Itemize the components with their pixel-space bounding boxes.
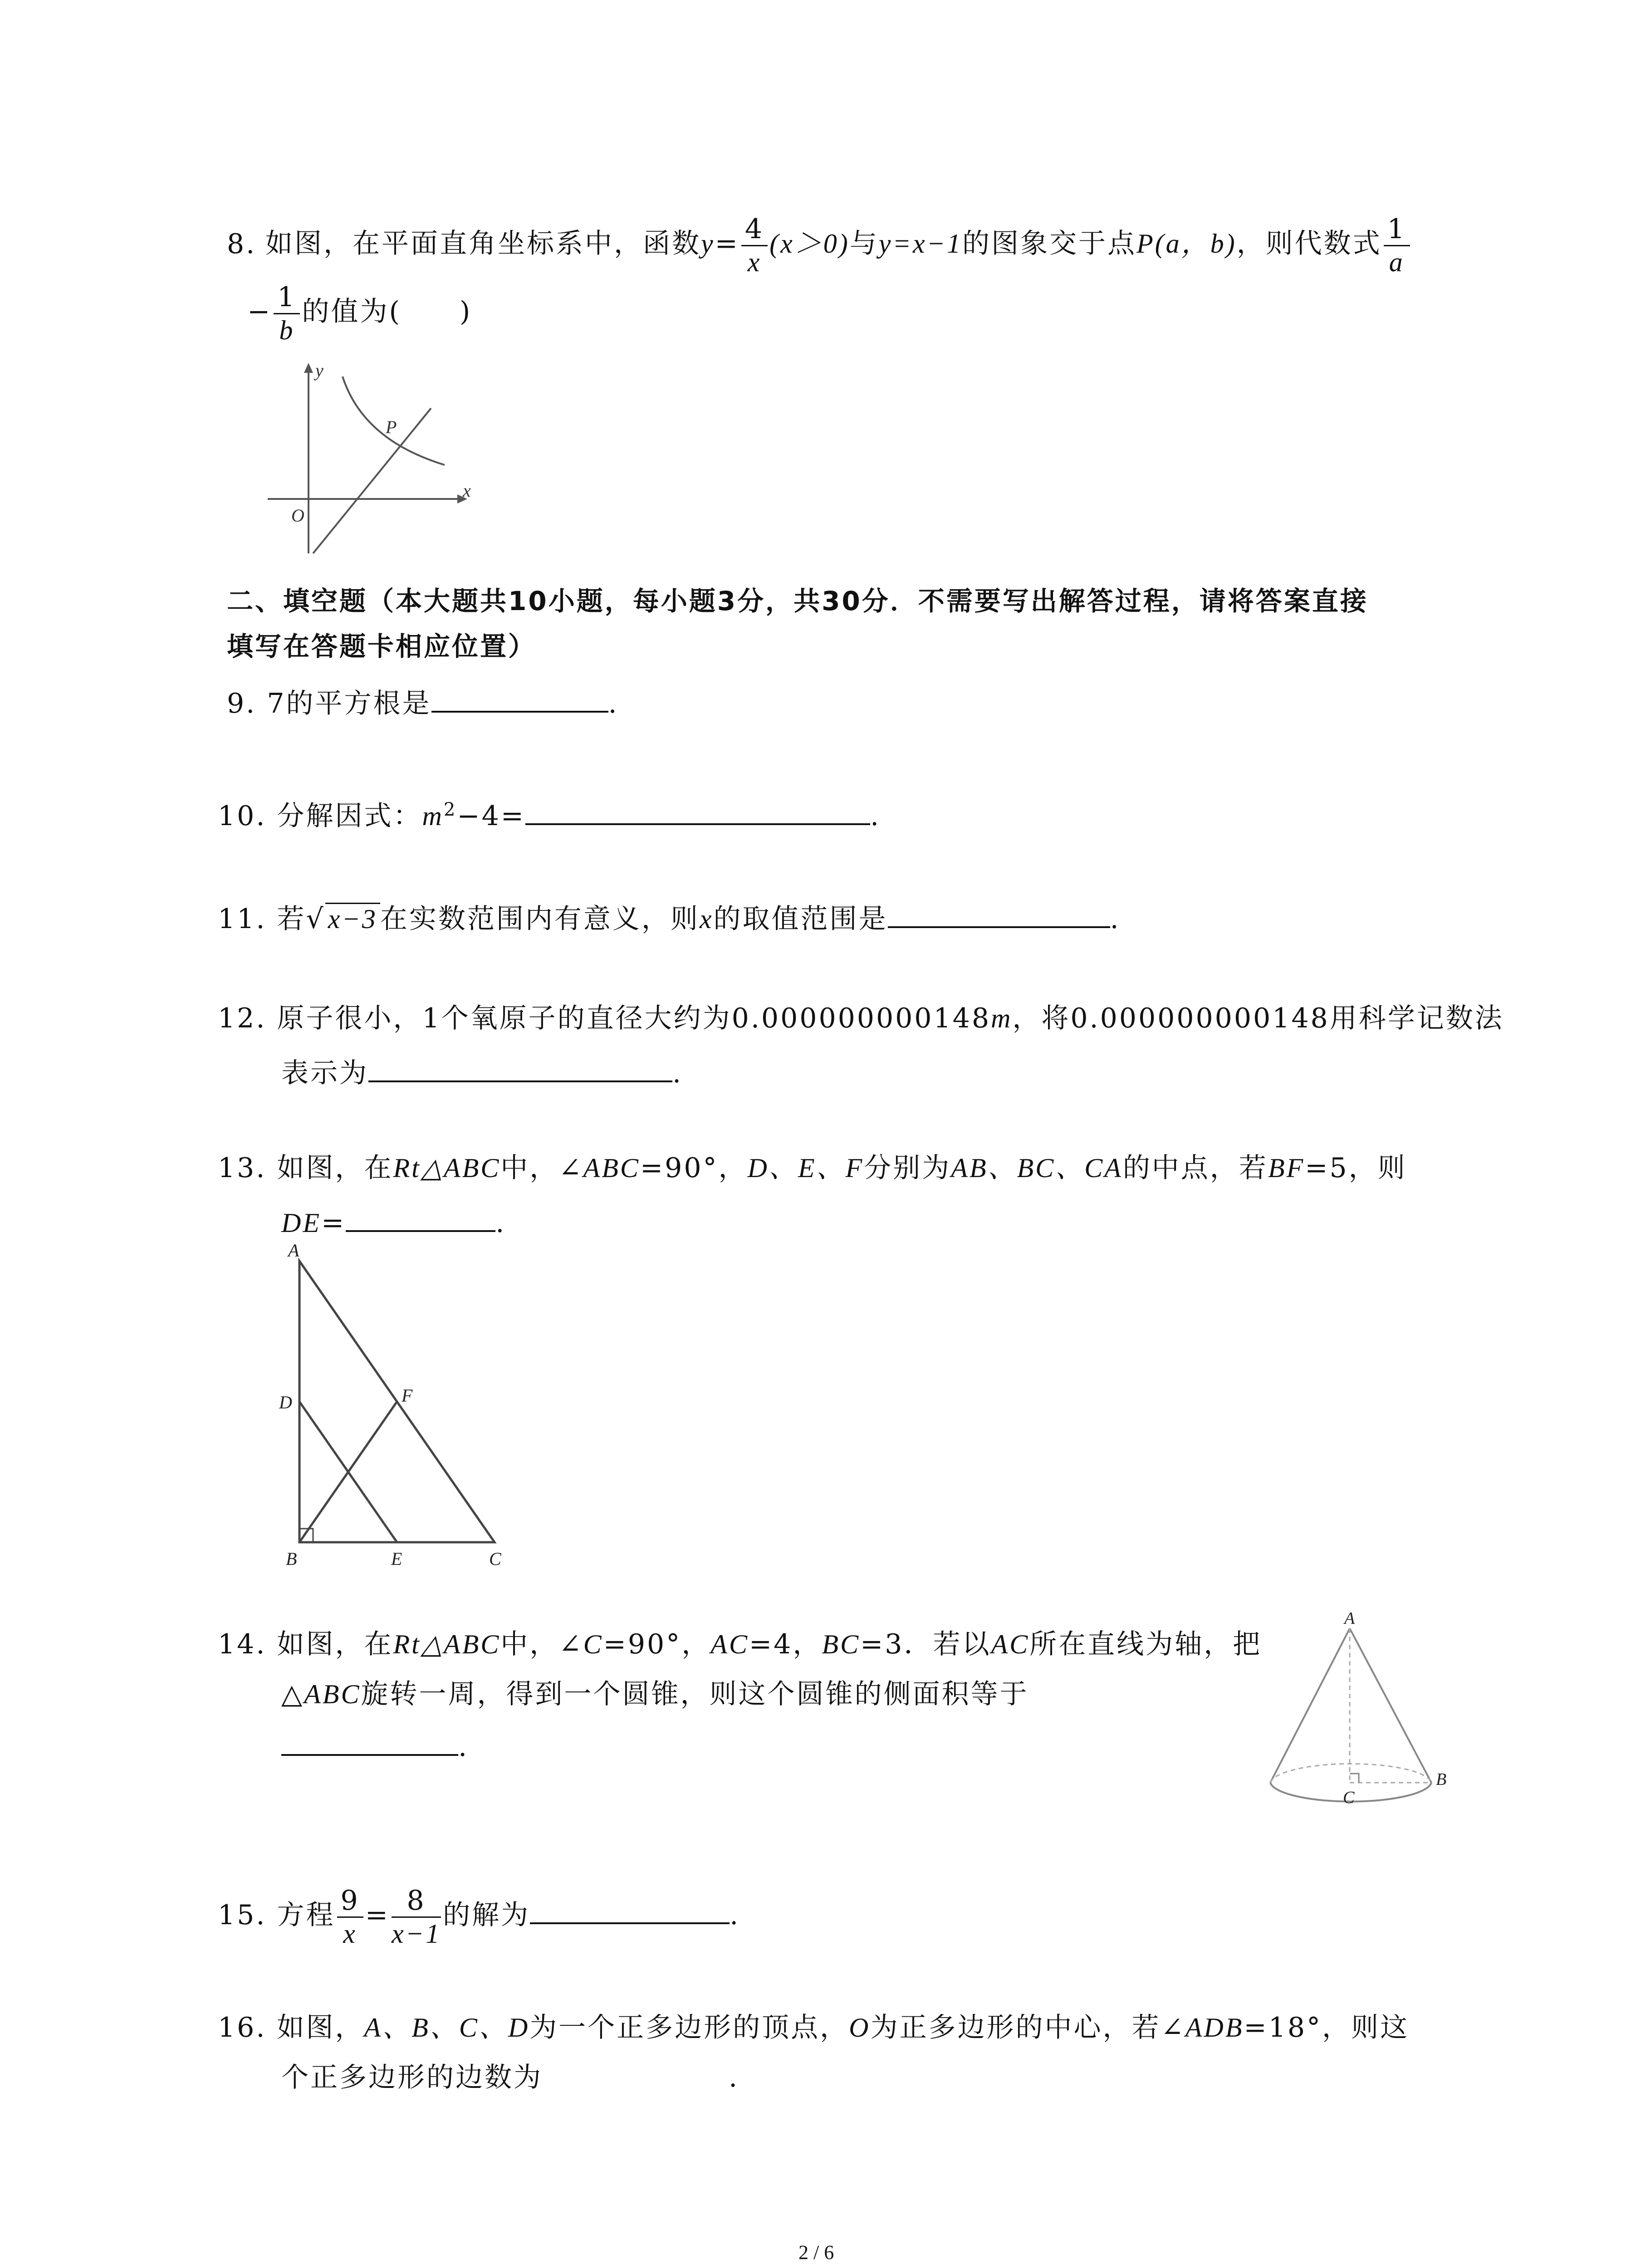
- q8-cond: (x＞0): [769, 229, 850, 259]
- q13-text-d: 分别为: [864, 1152, 951, 1184]
- q11: [218, 898, 1121, 937]
- q12-text1b: ，将0.000000000148用科学记数法: [1012, 1002, 1504, 1034]
- q12-text1: 原子很小，1个氧原子的直径大约为0.000000000148: [277, 1002, 991, 1034]
- q15-fraction-8-over-x-1: [392, 1885, 441, 1950]
- q11-end: .: [1110, 903, 1121, 935]
- q16-text-line2: 个正多边形的边数为: [281, 2062, 543, 2093]
- q8-minus: −: [247, 296, 272, 328]
- q14-end: .: [458, 1731, 469, 1763]
- q13-end: .: [495, 1207, 506, 1239]
- q9-answer-blank[interactable]: [431, 683, 608, 713]
- q11-text3: 的取值范围是: [713, 903, 888, 935]
- q11-number: 11.: [218, 903, 267, 935]
- q12-end: .: [672, 1057, 683, 1089]
- q14-bc: BC: [822, 1629, 861, 1659]
- q8-p-label: P: [386, 417, 397, 437]
- q12-answer-blank[interactable]: [368, 1052, 672, 1082]
- section2-heading-line1: 二、填空题（本大题共10小题，每小题3分，共30分．不需要写出解答过程，请将答案直接: [227, 586, 1368, 616]
- q13-eq: =: [321, 1207, 346, 1239]
- q13-answer-blank[interactable]: [346, 1202, 495, 1232]
- q10-rest: −4=: [457, 800, 526, 832]
- q14-text-a: 如图，在: [277, 1628, 393, 1660]
- q15-fraction-9-over-x: [337, 1885, 363, 1950]
- q14-rt: Rt△ABC: [393, 1629, 501, 1659]
- q13-de: DE: [281, 1208, 321, 1238]
- q8-number: 8.: [227, 228, 257, 260]
- q14-cone-right-side: [1350, 1628, 1431, 1783]
- q14-label-a: A: [1344, 1609, 1355, 1628]
- q9-number: 9.: [227, 688, 257, 719]
- q14-triangle-symbol: △: [281, 1678, 304, 1710]
- q8-text1: 如图，在平面直角坐标系中，函数: [265, 228, 701, 260]
- q10-end: .: [870, 800, 881, 832]
- q8-y-label: y: [315, 360, 323, 381]
- q16-text-d: =18°，则这: [1244, 2012, 1410, 2043]
- q8-frac2-den: a: [1389, 247, 1405, 277]
- q12-text2: 表示为: [281, 1057, 368, 1089]
- q8-text2: 与: [849, 228, 879, 260]
- q10-sup: 2: [443, 799, 457, 820]
- q14-label-b: B: [1436, 1770, 1447, 1789]
- q16-number: 16.: [218, 2012, 267, 2043]
- q15-end: .: [730, 1899, 740, 1931]
- q14-ac: AC: [710, 1629, 749, 1659]
- q13-label-b: B: [286, 1549, 297, 1569]
- q15-number: 15.: [218, 1899, 267, 1931]
- sqrt-symbol: √: [306, 903, 325, 935]
- q8-line-eq: y=x−1: [878, 229, 962, 259]
- q14-number: 14.: [218, 1628, 267, 1660]
- q12-line2: [281, 1052, 683, 1091]
- q14-text-b: 中，∠: [500, 1628, 583, 1660]
- q13-label-c: C: [489, 1549, 501, 1569]
- q10: [218, 792, 881, 834]
- q13-label-f: F: [402, 1385, 413, 1406]
- q8-fraction-1-over-a: [1384, 213, 1410, 278]
- q16-end: .: [729, 2062, 740, 2093]
- section2-heading-line2: 填写在答题卡相应位置）: [227, 631, 537, 662]
- q14-label-c: C: [1343, 1788, 1355, 1807]
- q15-text2: 的解为: [443, 1899, 530, 1931]
- q8-eq: =: [715, 228, 740, 260]
- q16-text-b: 为一个正多边形的顶点，: [529, 2012, 849, 2043]
- q10-number: 10.: [218, 800, 267, 832]
- q11-var: x: [699, 904, 714, 934]
- q13-number: 13.: [218, 1152, 267, 1184]
- q13-sides: AB、BC、CA: [951, 1153, 1123, 1183]
- q15-f2-num: 8: [392, 1885, 441, 1918]
- q13-rt: Rt△ABC: [393, 1153, 501, 1183]
- q13-line1: [218, 1150, 1407, 1186]
- q15-text1: 方程: [277, 1899, 335, 1931]
- q14-ac2: AC: [991, 1629, 1030, 1659]
- q8-frac-num: 4: [741, 213, 768, 246]
- q14-text-f: 所在直线为轴，把: [1029, 1628, 1262, 1660]
- q10-m: m: [422, 801, 444, 831]
- q14-line2: [281, 1676, 1029, 1712]
- q11-radicand: x−3: [325, 903, 380, 934]
- q8-point: P(a，b): [1136, 229, 1237, 259]
- q13-bf: BF: [1268, 1153, 1305, 1183]
- q14-text-d: =4，: [749, 1628, 822, 1660]
- q14-abc: ABC: [304, 1679, 361, 1709]
- q8-y: y: [701, 229, 715, 259]
- q8-frac-den: x: [747, 247, 762, 277]
- q16-text-a: 如图，: [277, 2012, 364, 2043]
- q13-text-b: 中，∠: [500, 1152, 583, 1184]
- q8-text3: 的图象交于点: [962, 228, 1136, 260]
- q13-text-e: 的中点，若: [1122, 1152, 1268, 1184]
- q14-text-e: =3．若以: [860, 1628, 991, 1660]
- q9-text: 7的平方根是: [267, 688, 431, 719]
- q8-text4: ，则代数式: [1236, 228, 1382, 260]
- q15: [218, 1885, 740, 1950]
- q14-c: C: [583, 1629, 603, 1659]
- q10-answer-blank[interactable]: [525, 795, 870, 825]
- q15-f1-num: 9: [337, 1885, 363, 1918]
- q12-line1: [218, 1000, 1504, 1036]
- q10-text: 分解因式：: [277, 800, 422, 832]
- q12-number: 12.: [218, 1002, 267, 1034]
- q14-right-angle-mark: [1350, 1774, 1359, 1783]
- q9-end: .: [608, 688, 619, 719]
- q14-line3: [281, 1726, 469, 1765]
- q8-fraction-4-over-x: [741, 213, 768, 278]
- q8-line2: [247, 281, 472, 346]
- q9: [227, 683, 619, 722]
- q13-label-d: D: [279, 1392, 292, 1413]
- q8-frac3-num: 1: [274, 281, 300, 314]
- q13-abc: ABC: [583, 1153, 640, 1183]
- q13-text-f: =5，则: [1305, 1152, 1407, 1184]
- q15-f1-den: x: [343, 1919, 357, 1949]
- q14-text-c: =90°，: [603, 1628, 711, 1660]
- q11-answer-blank[interactable]: [888, 898, 1110, 928]
- q12-unit: m: [991, 1003, 1013, 1033]
- q8-y-arrow: [304, 363, 313, 373]
- q15-eq: =: [365, 1899, 390, 1931]
- q8-graph: [254, 354, 490, 562]
- q13-text-a: 如图，在: [277, 1152, 393, 1184]
- q11-text1: 若: [277, 903, 306, 935]
- q13-label-e: E: [391, 1549, 402, 1569]
- q16-o: O: [849, 2013, 871, 2043]
- q8-fraction-1-over-b: [274, 281, 300, 346]
- q8-x-label: x: [463, 480, 471, 501]
- q16-line1: [218, 2009, 1409, 2046]
- q14-text-line2: 旋转一周，得到一个圆锥，则这个圆锥的侧面积等于: [361, 1678, 1029, 1710]
- q14-line1: [218, 1626, 1262, 1662]
- q14-answer-blank[interactable]: [281, 1726, 458, 1756]
- q8-line: [313, 408, 431, 553]
- q11-text2: 在实数范围内有意义，则: [380, 903, 700, 935]
- q14-cone-left-side: [1270, 1628, 1350, 1783]
- q15-f2-den: x−1: [391, 1919, 441, 1949]
- q8-line1: [265, 213, 1412, 278]
- q13-label-a: A: [288, 1240, 299, 1261]
- q8-origin-label: O: [291, 505, 304, 526]
- q16-points: A、B、C、D: [364, 2013, 530, 2043]
- q16-line2: [281, 2059, 739, 2096]
- q13-triangle-figure: [272, 1234, 526, 1579]
- q16-adb: ADB: [1185, 2013, 1244, 2043]
- q13-def: D、E、F: [747, 1153, 864, 1183]
- q16-text-c: 为正多边形的中心，若∠: [870, 2012, 1185, 2043]
- q15-answer-blank[interactable]: [530, 1894, 730, 1924]
- q13-text-c: =90°，: [640, 1152, 748, 1184]
- page-number: 2 / 6: [798, 2241, 834, 2263]
- q8-text5: 的值为( ): [302, 296, 472, 328]
- q14-cone-figure: [1252, 1606, 1470, 1833]
- q8-frac2-num: 1: [1384, 213, 1410, 246]
- q8-frac3-den: b: [279, 315, 295, 345]
